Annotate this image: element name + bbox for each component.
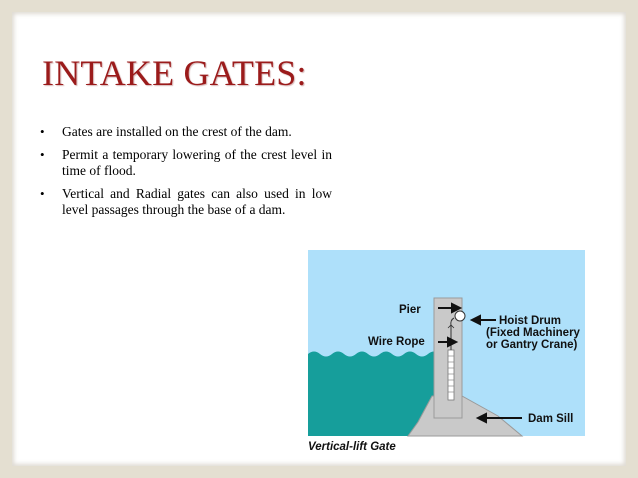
gate-diagram-svg	[300, 250, 585, 454]
hoist-drum-label: Hoist Drum	[499, 315, 561, 327]
wire-rope-label: Wire Rope	[368, 336, 425, 348]
pier-label: Pier	[399, 304, 421, 316]
bullet-item	[40, 147, 332, 180]
bullet-text: Gates are installed on the crest of the dam.	[62, 124, 292, 139]
figure-caption: Vertical-lift Gate	[308, 441, 396, 453]
bullet-text: Vertical and Radial gates can also used in low level passages through the base of a dam.	[62, 185, 332, 217]
hoist-drum-label-2: (Fixed Machinery	[486, 327, 580, 339]
hoist-drum-label-3: or Gantry Crane)	[486, 339, 578, 351]
bullet-text: Permit a temporary lowering of the crest level in time of flood.	[62, 146, 332, 178]
slide	[12, 12, 626, 466]
bullet-list	[40, 124, 332, 225]
bullet-item	[40, 186, 332, 219]
gate-leaf	[448, 350, 454, 400]
bullet-item	[40, 124, 332, 141]
bullet-marker: •	[40, 185, 45, 201]
bullet-marker: •	[40, 124, 45, 139]
hoist-drum	[455, 311, 465, 321]
slide-title: INTAKE GATES:	[42, 53, 307, 93]
vertical-lift-gate-diagram	[300, 250, 585, 454]
bullet-marker: •	[40, 146, 45, 162]
dam-sill-label: Dam Sill	[528, 413, 574, 425]
